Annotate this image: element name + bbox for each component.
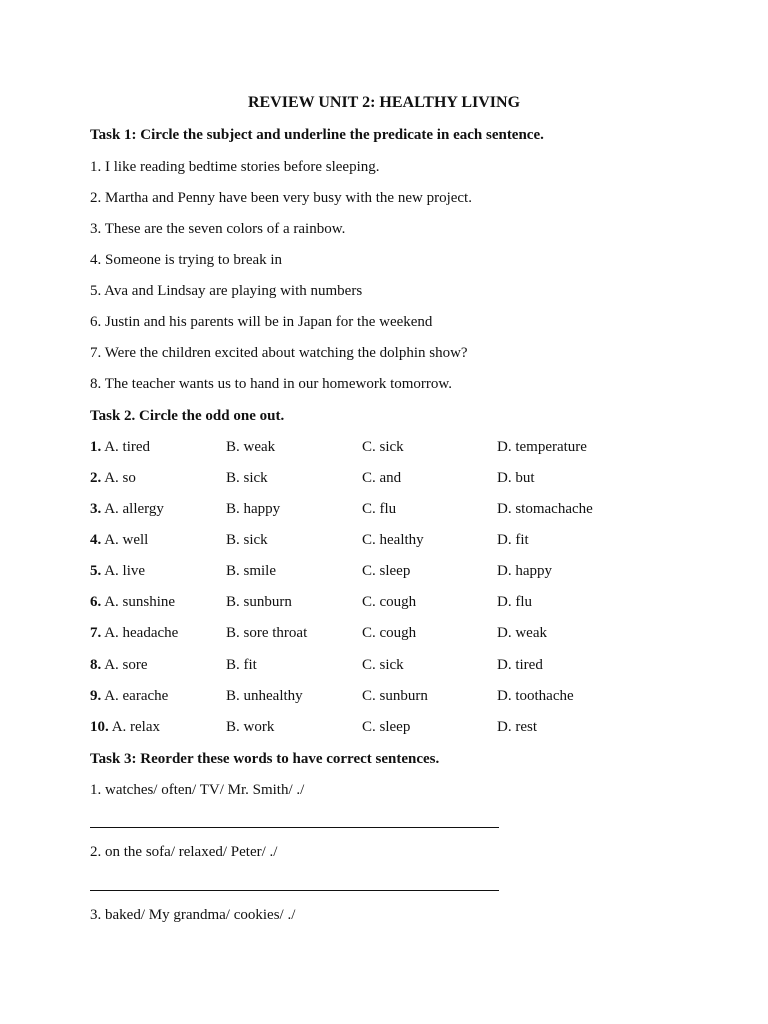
question-option-b: B. smile (226, 563, 277, 579)
question-option-c: C. healthy (362, 532, 424, 548)
task1-item: 1. I like reading bedtime stories before sleeping. (90, 159, 380, 175)
question-option-b: B. sick (226, 470, 268, 486)
task2-heading: Task 2. Circle the odd one out. (90, 408, 285, 424)
task3-heading: Task 3: Reorder these words to have correct sentences. (90, 751, 440, 767)
question-option-d: D. tired (497, 657, 543, 673)
answer-blank-line[interactable] (90, 890, 499, 891)
question-option-a: 8. A. sore (90, 657, 148, 673)
question-option-a: 4. A. well (90, 532, 149, 548)
question-option-a: 1. A. tired (90, 439, 151, 455)
answer-blank-line[interactable] (90, 827, 499, 828)
question-option-a: 6. A. sunshine (90, 594, 176, 610)
question-option-d: D. but (497, 470, 535, 486)
question-option-c: C. flu (362, 501, 397, 517)
task3-item: 2. on the sofa/ relaxed/ Peter/ ./ (90, 844, 278, 860)
question-option-b: B. sunburn (226, 594, 292, 610)
question-option-a: 5. A. live (90, 563, 146, 579)
question-option-d: D. temperature (497, 439, 587, 455)
task1-item: 5. Ava and Lindsay are playing with numbers (90, 283, 363, 299)
question-option-c: C. sunburn (362, 688, 428, 704)
question-option-c: C. sleep (362, 719, 411, 735)
question-option-d: D. flu (497, 594, 532, 610)
question-option-c: C. cough (362, 625, 417, 641)
question-option-a: 2. A. so (90, 470, 136, 486)
question-option-d: D. toothache (497, 688, 574, 704)
question-option-a: 3. A. allergy (90, 501, 164, 517)
question-option-c: C. cough (362, 594, 417, 610)
question-option-d: D. happy (497, 563, 552, 579)
question-option-b: B. weak (226, 439, 276, 455)
question-option-d: D. fit (497, 532, 529, 548)
page-title: REVIEW UNIT 2: HEALTHY LIVING (247, 94, 521, 111)
question-option-c: C. and (362, 470, 402, 486)
question-option-b: B. fit (226, 657, 257, 673)
question-option-b: B. work (226, 719, 275, 735)
question-option-b: B. happy (226, 501, 281, 517)
task3-item: 3. baked/ My grandma/ cookies/ ./ (90, 907, 296, 923)
question-option-a: 7. A. headache (90, 625, 179, 641)
task1-item: 2. Martha and Penny have been very busy with the new project. (90, 190, 472, 206)
question-option-b: B. sore throat (226, 625, 308, 641)
task1-item: 4. Someone is trying to break in (90, 252, 283, 268)
task1-item: 3. These are the seven colors of a rainbow. (90, 221, 346, 237)
task1-item: 8. The teacher wants us to hand in our homework tomorrow. (90, 376, 452, 392)
task1-heading: Task 1: Circle the subject and underline the predicate in each sentence. (90, 127, 544, 143)
question-option-c: C. sick (362, 657, 404, 673)
question-option-a: 9. A. earache (90, 688, 169, 704)
question-option-c: C. sick (362, 439, 404, 455)
question-option-c: C. sleep (362, 563, 411, 579)
question-option-b: B. unhealthy (226, 688, 303, 704)
task1-item: 6. Justin and his parents will be in Japan for the weekend (90, 314, 433, 330)
question-option-d: D. stomachache (497, 501, 593, 517)
task1-item: 7. Were the children excited about watching the dolphin show? (90, 345, 468, 361)
question-option-d: D. weak (497, 625, 547, 641)
task3-item: 1. watches/ often/ TV/ Mr. Smith/ ./ (90, 782, 305, 798)
question-option-d: D. rest (497, 719, 537, 735)
question-option-b: B. sick (226, 532, 268, 548)
question-option-a: 10. A. relax (90, 719, 160, 735)
